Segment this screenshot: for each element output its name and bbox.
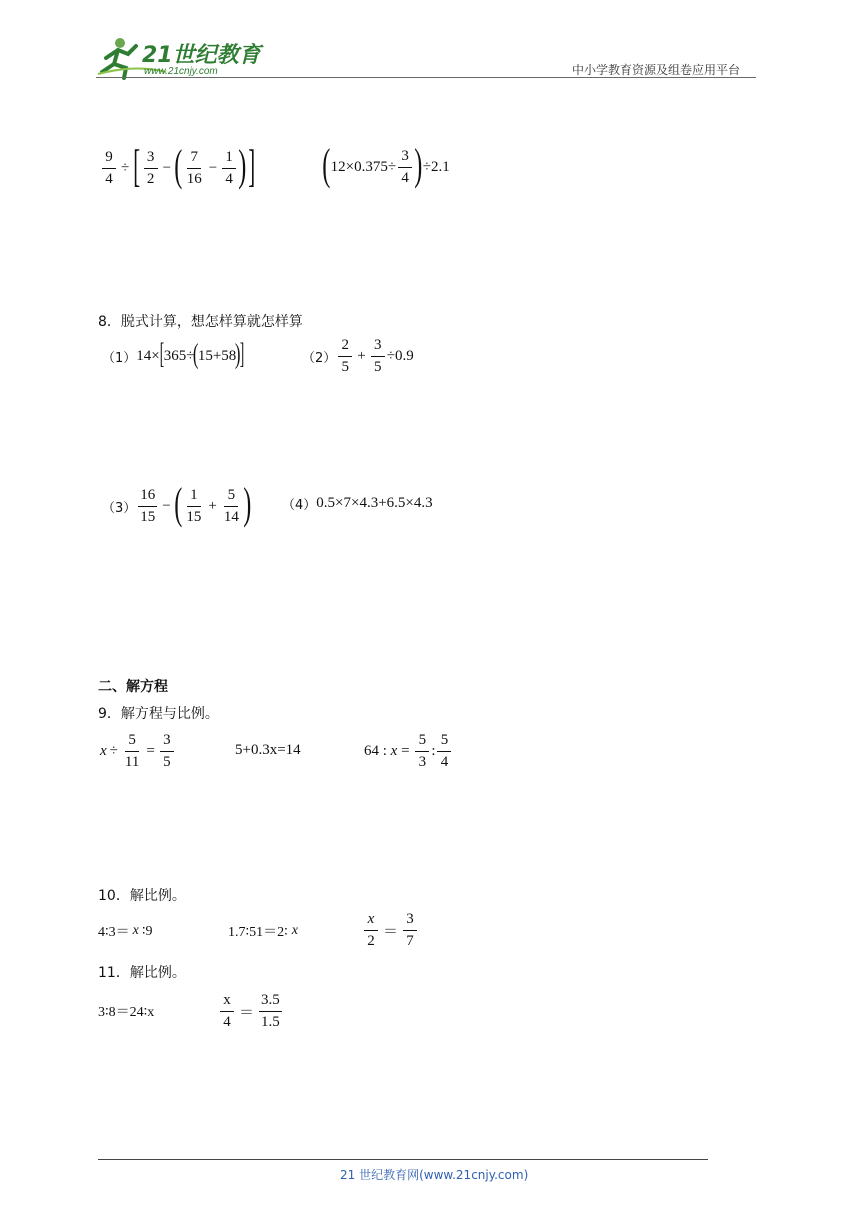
q8-part-4: （4） 0.5×7×4.3+6.5×4.3 [282,495,433,513]
logo-url: www.21cnjy.com [144,66,218,77]
q8-part-1: （1） 14× [ 365÷ ( 15+58 ) ] [102,337,244,370]
logo-text: 21世纪教育 [142,43,261,68]
q8-title: 8．脱式计算，想怎样算就怎样算 [98,314,303,330]
q11-title: 11．解比例。 [98,965,186,981]
header-divider [96,77,756,78]
q11-equation-1: 3∶8＝24∶x [98,1005,155,1020]
q10-equation-2: 1.7∶51＝2∶ x [228,923,299,940]
header-slogan: 中小学教育资源及组卷应用平台 [572,63,741,77]
q9-equation-1: x ÷ $\frac{5}{11}$ = $\frac{3}{5}$ [100,733,176,770]
section-2-title: 二、解方程 [98,679,168,695]
q10-equation-1: 4∶3＝ x ∶9 [98,923,153,940]
q7-expression-2: ( 12×0.375÷ $\frac{3}{4}$ ) ÷2.1 [322,140,450,189]
q11-equation-2: $\frac{x}{4}$ ＝ $\frac{3.5}{1.5}$ [218,993,284,1030]
q9-title: 9．解方程与比例。 [98,706,219,722]
site-logo [96,34,266,80]
q7-expression-1: $\frac{9}{4}$ ÷ [ $\frac{3}{2}$ − ( $\frac{7}{16}$ − $\frac{1}{4}$ ) ] [100,145,256,191]
q9-equation-3: 64 : x = $\frac{5}{3}$ : $\frac{5}{4}$ [364,733,453,770]
q9-equation-2: 5+0.3x=14 [235,742,301,758]
q10-title: 10．解比例。 [98,888,186,904]
q10-equation-3: $\frac{x}{2}$ ＝ $\frac{3}{7}$ [362,912,419,949]
q8-part-3: （3） $\frac{16}{15}$ − ( $\frac{1}{15}$ + $\frac{5}{14}$ ) [102,479,252,528]
q8-part-2: （2） $\frac{2}{5}$ + $\frac{3}{5}$ ÷0.9 [302,337,414,375]
footer-divider [98,1159,708,1160]
footer-link[interactable]: 21 世纪教育网(www.21cnjy.com) [340,1168,529,1182]
